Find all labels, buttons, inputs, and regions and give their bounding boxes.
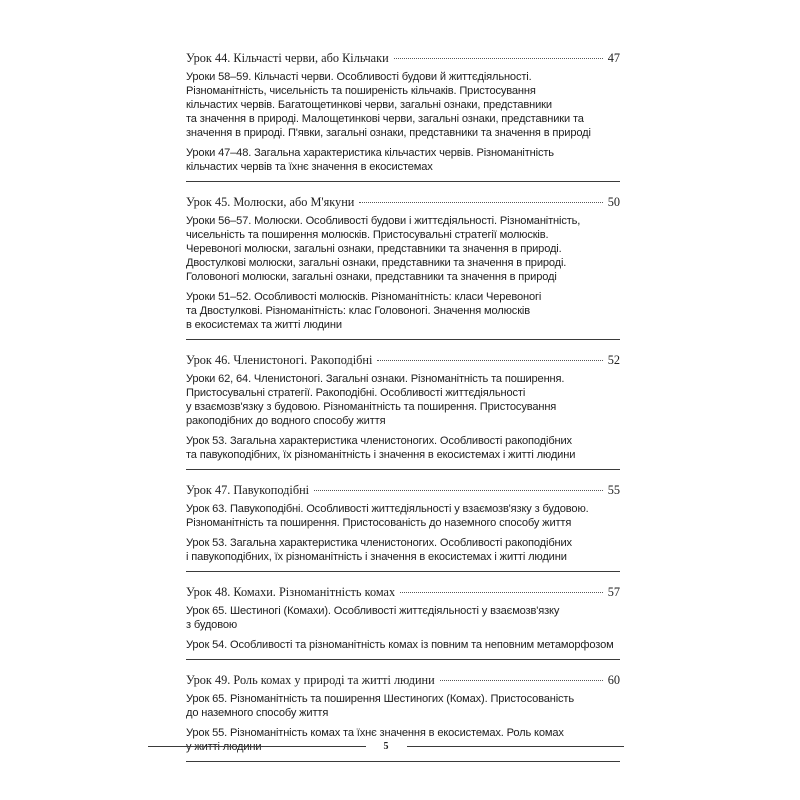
subentry-line: Уроки 51–52. Особливості молюсків. Різноманітність: класи Черевоногі	[186, 291, 542, 303]
footer-rule-right	[407, 746, 625, 747]
subentry-line: Уроки 56–57. Молюски. Особливості будови і життєдіяльності. Різноманітність,	[186, 215, 581, 227]
dot-leader	[394, 58, 603, 59]
subentry-line: до наземного способу життя	[186, 707, 329, 719]
subentry-line: Різноманітність, чисельність та поширеність кільчаків. Пристосування	[186, 85, 536, 97]
subentry-line: Урок 65. Шестиногі (Комахи). Особливості життєдіяльності у взаємозв'язку	[186, 605, 560, 617]
toc-entry[interactable]	[186, 584, 620, 600]
toc-section	[186, 572, 620, 660]
subentry-line: кільчастих червів та їхнє значення в екосистемах	[186, 161, 433, 173]
dot-leader	[314, 490, 603, 491]
toc-subentry	[186, 692, 620, 720]
footer-rule-left	[148, 746, 366, 747]
toc-entry[interactable]	[186, 482, 620, 498]
dot-leader	[359, 202, 602, 203]
toc-entry[interactable]	[186, 50, 620, 66]
subentry-line: Уроки 62, 64. Членистоногі. Загальні ознаки. Різноманітність та поширення.	[186, 373, 565, 385]
subentry-line: Уроки 47–48. Загальна характеристика кільчастих червів. Різноманітність	[186, 147, 554, 159]
toc-subentry	[186, 604, 620, 632]
subentry-line: з будовою	[186, 619, 238, 631]
toc-entry-title: Урок 48. Комахи. Різноманітність комах	[186, 585, 396, 599]
toc-entry[interactable]	[186, 194, 620, 210]
toc-entry-page: 47	[607, 51, 620, 65]
table-of-contents	[186, 50, 620, 762]
toc-subentry	[186, 290, 620, 332]
toc-entry-title: Урок 44. Кільчасті черви, або Кільчаки	[186, 51, 389, 65]
toc-entry-page: 50	[607, 195, 620, 209]
toc-subentry	[186, 434, 620, 462]
subentry-line: у взаємозв'язку з будовою. Різноманітність та поширення. Пристосування	[186, 401, 557, 413]
toc-entry-title: Урок 49. Роль комах у природі та житті людини	[186, 673, 435, 687]
subentry-line: Черевоногі молюски, загальні ознаки, представники та значення в природі.	[186, 243, 562, 255]
toc-entry-title: Урок 45. Молюски, або М'якуни	[186, 195, 355, 209]
toc-subentry	[186, 638, 620, 652]
toc-entry-title: Урок 47. Павукоподібні	[186, 483, 310, 497]
subentry-line: Урок 54. Особливості та різноманітність комах із повним та неповним метаморфозом	[186, 639, 614, 651]
subentry-line: Урок 53. Загальна характеристика членистоногих. Особливості ракоподібних	[186, 435, 572, 447]
toc-entry[interactable]	[186, 352, 620, 368]
dot-leader	[440, 680, 603, 681]
toc-entry-page: 60	[607, 673, 620, 687]
toc-subentry	[186, 372, 620, 428]
toc-section	[186, 182, 620, 340]
subentry-line: Урок 65. Різноманітність та поширення Шестиногих (Комах). Пристосованість	[186, 693, 574, 705]
subentry-line: в екосистемах та житті людини	[186, 319, 342, 331]
toc-entry-title: Урок 46. Членистоногі. Ракоподібні	[186, 353, 373, 367]
subentry-line: та значення в природі. Малощетинкові черви, загальні ознаки, представники та	[186, 113, 584, 125]
toc-entry[interactable]	[186, 672, 620, 688]
subentry-line: Урок 53. Загальна характеристика членистоногих. Особливості ракоподібних	[186, 537, 572, 549]
subentry-line: Пристосувальні стратегії. Ракоподібні. Особливості життєдіяльності	[186, 387, 526, 399]
toc-entry-page: 52	[607, 353, 620, 367]
subentry-line: та Двостулкові. Різноманітність: клас Головоногі. Значення молюсків	[186, 305, 530, 317]
toc-entry-page: 57	[607, 585, 620, 599]
toc-section	[186, 340, 620, 470]
toc-section	[186, 50, 620, 182]
toc-subentry	[186, 502, 620, 530]
subentry-line: Уроки 58–59. Кільчасті черви. Особливості будови й життєдіяльності.	[186, 71, 532, 83]
toc-section	[186, 470, 620, 572]
toc-subentry	[186, 214, 620, 284]
page-footer	[148, 741, 624, 752]
toc-entry-page: 55	[607, 483, 620, 497]
subentry-line: чисельність та поширення молюсків. Пристосувальні стратегії молюсків.	[186, 229, 549, 241]
subentry-line: Головоногі молюски, загальні ознаки, представники та значення в природі	[186, 271, 557, 283]
subentry-line: кільчастих червів. Багатощетинкові черви, загальні ознаки, представники	[186, 99, 552, 111]
subentry-line: Урок 55. Різноманітність комах та їхнє значення в екосистемах. Роль комах	[186, 727, 564, 739]
subentry-line: Різноманітність та поширення. Пристосованість до наземного способу життя	[186, 517, 572, 529]
subentry-line: у житті людини	[186, 741, 262, 753]
page-number: 5	[383, 741, 389, 752]
subentry-line: і павукоподібних, їх різноманітність і значення в екосистемах і житті людини	[186, 551, 567, 563]
subentry-line: Двостулкові молюски, загальні ознаки, представники та значення в природі.	[186, 257, 567, 269]
toc-subentry	[186, 146, 620, 174]
dot-leader	[400, 592, 603, 593]
subentry-line: та павукоподібних, їх різноманітність і значення в екосистемах і житті людини	[186, 449, 576, 461]
subentry-line: Урок 63. Павукоподібні. Особливості життєдіяльності у взаємозв'язку з будовою.	[186, 503, 589, 515]
subentry-line: ракоподібних до водного способу життя	[186, 415, 386, 427]
toc-subentry	[186, 70, 620, 140]
toc-subentry	[186, 536, 620, 564]
dot-leader	[377, 360, 602, 361]
subentry-line: значення в природі. П'явки, загальні ознаки, представники та значення в природі	[186, 127, 591, 139]
